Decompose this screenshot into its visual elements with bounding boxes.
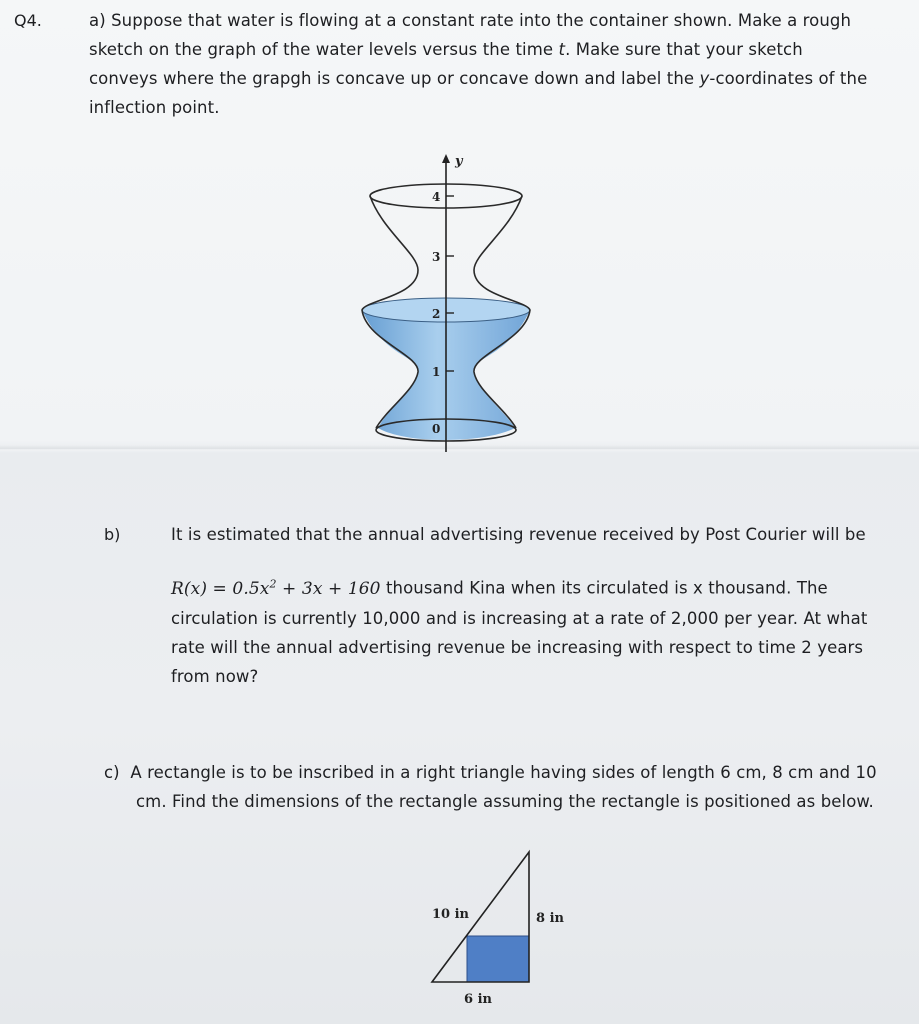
part-b-line-3: circulation is currently 10,000 and is increasing at a rate of 2,000 per year. At what [171,608,868,628]
y-axis-arrow [442,154,450,163]
hypotenuse-label: 10 in [432,907,470,922]
part-a-label: a) [89,11,106,30]
base-label: 6 in [464,992,492,1007]
part-a-line-3: conveys where the grapgh is concave up or concave down and label the y-coordinates of the [89,69,868,88]
vase-figure [360,150,540,460]
part-c-label: c) [104,763,120,782]
tick-label-1: 1 [432,365,441,379]
part-a-line-1: a) Suppose that water is flowing at a constant rate into the container shown. Make a rough [89,11,852,30]
vertical-side-label: 8 in [536,911,564,926]
part-b-line-5: from now? [171,666,259,686]
part-b-text [171,520,867,691]
part-a-line-4: inflection point. [89,98,220,117]
question-number: Q4. [14,11,42,30]
inscribed-rectangle [467,936,529,982]
part-a-line-2: sketch on the graph of the water levels versus the time t. Make sure that your sketch [89,40,803,59]
tick-label-4: 4 [432,190,441,204]
revenue-formula: $R(x) = 0.5x^2 + 3x + 160$ [171,577,381,599]
y-axis-label: y [455,154,463,169]
triangle-figure [420,840,580,1015]
part-b-line-4: rate will the annual advertising revenue be increasing with respect to time 2 years [171,637,864,657]
part-b-label: b) [104,525,121,544]
tick-label-2: 2 [432,307,441,321]
tick-label-0: 0 [432,422,441,436]
part-b-line-1: It is estimated that the annual advertising revenue received by Post Courier will be [171,525,866,544]
part-b-line-2: $R(x) = 0.5x^2 + 3x + 160$ thousand Kina when its circulated is x thousand. The [171,577,828,599]
part-c-line-1: c) A rectangle is to be inscribed in a right triangle having sides of length 6 cm, 8 cm and 10 [104,763,877,782]
part-a-text [89,6,867,122]
part-c-line-2: cm. Find the dimensions of the rectangle assuming the rectangle is positioned as below. [136,792,874,811]
part-c-text [104,758,877,816]
tick-label-3: 3 [432,250,441,264]
